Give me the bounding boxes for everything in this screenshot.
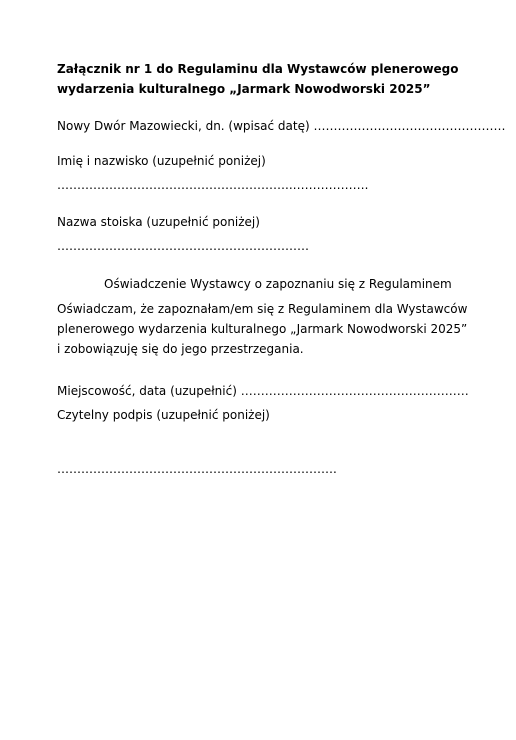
location-date-field: Miejscowość, data (uzupełnić) ………………………………………………… [57,384,469,398]
title-line-2: wydarzenia kulturalnego „Jarmark Nowodworski 2025” [57,82,431,96]
name-label: Imię i nazwisko (uzupełnić poniżej) [57,154,266,168]
title-line-1: Załącznik nr 1 do Regulaminu dla Wystawców plenerowego [57,62,459,76]
stand-label: Nazwa stoiska (uzupełnić poniżej) [57,215,260,229]
statement-line-1: Oświadczam, że zapoznałam/em się z Regulaminem dla Wystawców [57,302,468,316]
name-blank-line: …………………………………………………..………………. [57,178,369,192]
signature-blank-line: ……………………………………………………………. [57,462,337,476]
statement-line-2: plenerowego wydarzenia kulturalnego „Jarmark Nowodworski 2025” [57,322,468,336]
statement-heading: Oświadczenie Wystawcy o zapoznaniu się z Regulaminem [104,277,452,291]
statement-line-3: i zobowiązuję się do jego przestrzegania. [57,342,304,356]
place-date-field: Nowy Dwór Mazowiecki, dn. (wpisać datę) ………………………………………… [57,119,506,133]
stand-blank-line: ……………………………………………………… [57,239,309,253]
signature-label: Czytelny podpis (uzupełnić poniżej) [57,408,270,422]
